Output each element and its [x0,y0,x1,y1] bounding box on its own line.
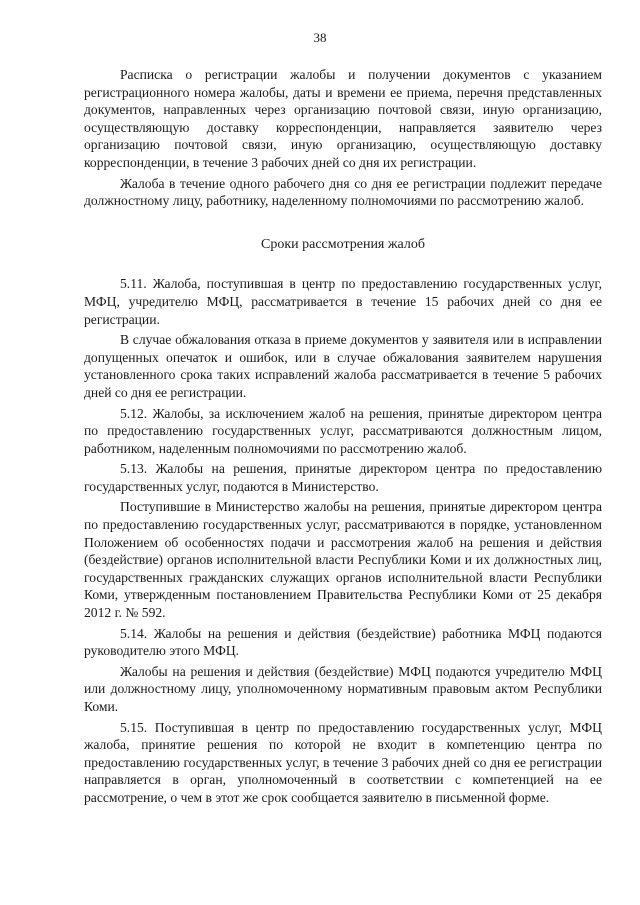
paragraph-5-11-refusal: В случае обжалования отказа в приеме документов у заявителя или в исправлении допущенных опечаток и ошибок, или в случае обжалования заявителем нарушения установленного срока таких исправлений жалоба рассматривается в течение 5 рабочих дней со дня ее регистрации. [84,332,602,400]
paragraph-receipt: Расписка о регистрации жалобы и получении документов с указанием регистрационного номера жалобы, даты и времени ее приема, перечня представленных документов, направленных через организацию почтовой связи, иную организацию, осуществляющую доставку корреспонденции, направляется заявителю через организацию почтовой связи, иную организацию, осуществляющую доставку корреспонденции, в течение 3 рабочих дней со дня их регистрации. [84,67,602,170]
paragraph-transfer: Жалоба в течение одного рабочего дня со дня ее регистрации подлежит передаче должностному лицу, работнику, наделенному полномочиями по рассмотрению жалоб. [84,175,602,209]
section-heading: Сроки рассмотрения жалоб [261,236,425,252]
page-number: 38 [313,30,327,45]
paragraph-5-11: 5.11. Жалоба, поступившая в центр по предоставлению государственных услуг, МФЦ, учредителю МФЦ, рассматривается в течение 15 рабочих дней со дня ее регистрации. [84,276,602,327]
document-body [84,66,602,807]
paragraph-5-13: 5.13. Жалобы на решения, принятые директором центра по предоставлению государственных услуг, подаются в Министерство. [84,461,602,494]
paragraph-5-14: 5.14. Жалобы на решения и действия (бездействие) работника МФЦ подаются руководителю этого МФЦ. [84,625,602,659]
paragraph-5-14-mfc: Жалобы на решения и действия (бездействие) МФЦ подаются учредителю МФЦ или должностному лицу, уполномоченному нормативным правовым актом Республики Коми. [84,663,602,714]
paragraph-5-15: 5.15. Поступившая в центр по предоставлению государственных услуг, МФЦ жалоба, принятие решения по которой не входит в компетенцию центра по предоставлению государственных услуг, в течение 3 рабочих дней со дня ее регистрации направляется в орган, уполномоченный в соответствии с компетенцией на ее рассмотрение, о чем в этот же срок сообщается заявителю в письменной форме. [84,719,602,805]
paragraph-5-13-ministry: Поступившие в Министерство жалобы на решения, принятые директором центра по предоставлению государственных услуг, рассматриваются в порядке, установленном Положением об особенностях подачи и рассмотрения жалоб на решения и действия (бездействие) органов исполнительной власти Республики Коми и их должностных лиц, государственных гражданских служащих органов исполнительной власти Республики Коми, утвержденным постановлением Правительства Республики Коми от 25 декабря 2012 г. № 592. [84,499,602,621]
paragraph-5-12: 5.12. Жалобы, за исключением жалоб на решения, принятые директором центра по предоставлению государственных услуг, рассматриваются должностным лицом, работником, наделенным полномочиями по рассмотрению жалоб. [84,405,602,456]
